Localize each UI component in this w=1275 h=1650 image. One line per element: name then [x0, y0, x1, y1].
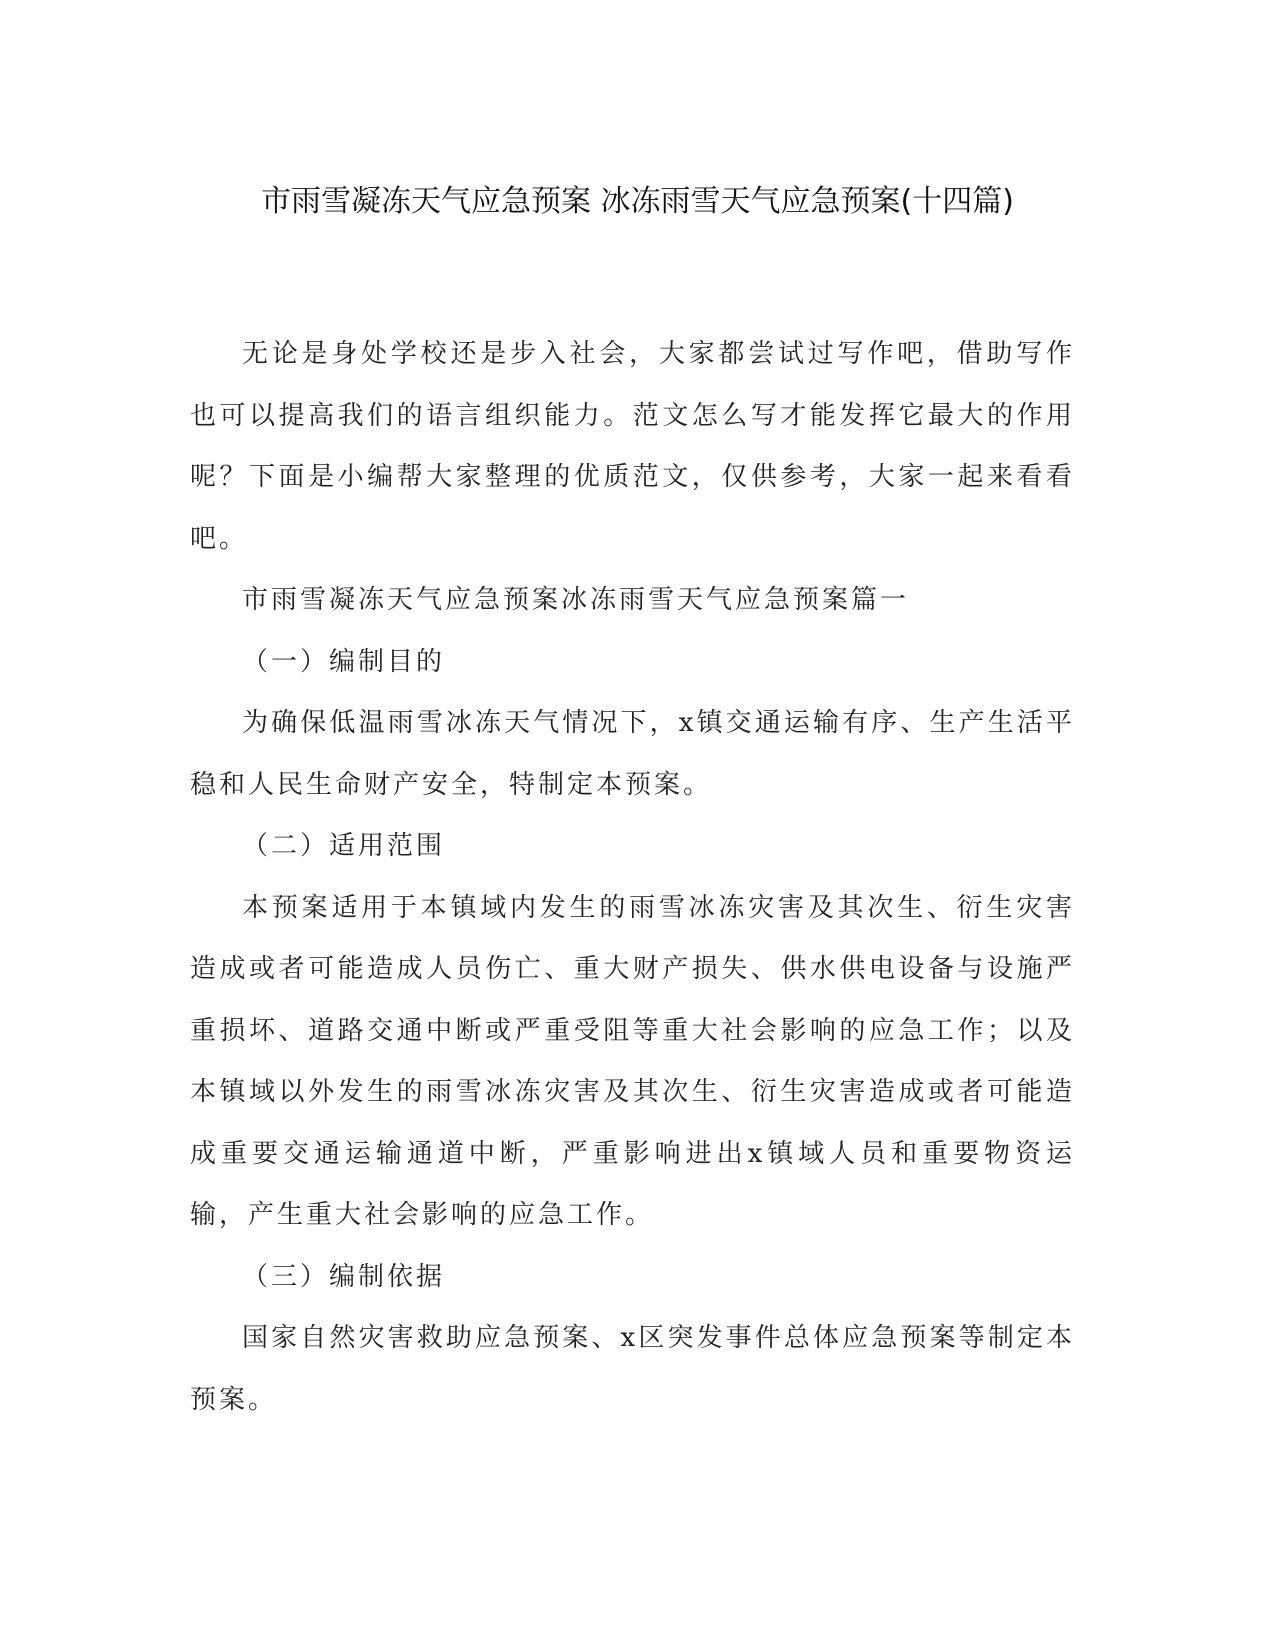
section-heading: 市雨雪凝冻天气应急预案冰冻雨雪天气应急预案篇一 [242, 585, 910, 615]
subsection-heading: （一）编制目的 [242, 646, 446, 677]
body-paragraph: 本预案适用于本镇域内发生的雨雪冰冻灾害及其次生、衍生灾害造成或者可能造成人员伤亡、重大财产损失、供水供电设备与设施严重损坏、道路交通中断或严重受阻等重大社会影响的应急工作；以及本镇域以外发生的雨雪冰冻灾害及其次生、衍生灾害造成或者可能造成重要交通运输通道中断，严重影响进出x镇域人员和重要物资运输，产生重大社会影响的应急工作。 [190, 892, 1075, 1230]
subsection-heading: （三）编制依据 [242, 1261, 446, 1292]
document-body [190, 324, 1075, 1431]
body-paragraph: 为确保低温雨雪冰冻天气情况下，x镇交通运输有序、生产生活平稳和人民生命财产安全，特制定本预案。 [190, 708, 1075, 800]
body-paragraph: 国家自然灾害救助应急预案、x区突发事件总体应急预案等制定本预案。 [190, 1323, 1075, 1415]
intro-paragraph: 无论是身处学校还是步入社会，大家都尝试过写作吧，借助写作也可以提高我们的语言组织能力。范文怎么写才能发挥它最大的作用呢？下面是小编帮大家整理的优质范文，仅供参考，大家一起来看看吧。 [190, 339, 1075, 554]
subsection-heading: （二）适用范围 [242, 831, 446, 861]
document-title: 市雨雪凝冻天气应急预案 冰冻雨雪天气应急预案(十四篇) [261, 184, 1014, 219]
